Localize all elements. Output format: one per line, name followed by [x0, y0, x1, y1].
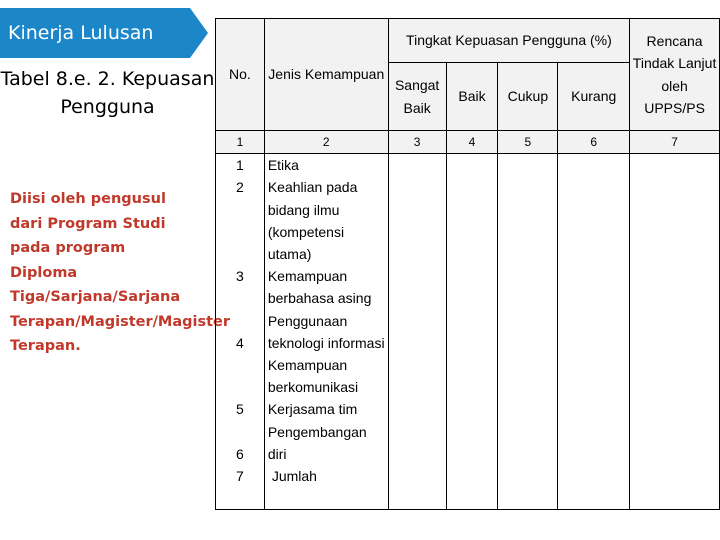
ability-item: Pengembangan diri	[267, 423, 367, 462]
row-number: 4	[236, 334, 244, 351]
slide-title: Tabel 8.e. 2. Kepuasan Pengguna	[0, 68, 215, 118]
header-rencana-tindak-lanjut: Rencana Tindak Lanjut oleh UPPS/PS	[630, 19, 720, 131]
column-index: 1	[216, 131, 265, 154]
row-number: 6	[236, 445, 244, 462]
ability-item: Kerjasama tim	[267, 401, 358, 418]
header-cukup: Cukup	[498, 63, 558, 131]
row-spacer	[216, 354, 264, 398]
ability-item: Etika	[267, 157, 299, 174]
ability-item: Kemampuan berbahasa asing	[267, 268, 372, 307]
ability-item: Kemampuan berkomunikasi	[267, 357, 359, 396]
total-label: Jumlah	[271, 468, 317, 485]
kurang-cell[interactable]	[558, 154, 630, 510]
baik-cell[interactable]	[446, 154, 498, 510]
abilities-cell	[264, 154, 388, 510]
row-spacer	[216, 287, 264, 331]
header-no: No.	[216, 19, 265, 131]
row-number: 2	[236, 179, 244, 196]
row-number: 3	[236, 268, 244, 285]
row-spacer	[216, 199, 264, 266]
header-jenis-kemampuan: Jenis Kemampuan	[264, 19, 388, 131]
header-kurang: Kurang	[558, 63, 630, 131]
column-index: 3	[388, 131, 446, 154]
satisfaction-table	[215, 18, 720, 510]
row-number: 7	[236, 467, 244, 484]
ability-item: Keahlian pada bidang ilmu (kompetensi utama)	[267, 179, 358, 263]
rencana-cell[interactable]	[630, 154, 720, 510]
column-index: 2	[264, 131, 388, 154]
slide-note: Diisi oleh pengusul dari Program Studi pada program Diploma Tiga/Sarjana/Sarjana Terapan/Magister/Magister Terapan.	[10, 191, 231, 354]
column-index: 5	[498, 131, 558, 154]
column-index: 6	[558, 131, 630, 154]
header-tingkat-kepuasan: Tingkat Kepuasan Pengguna (%)	[388, 19, 629, 63]
row-spacer	[216, 421, 264, 443]
section-banner	[0, 8, 190, 58]
header-sangat-baik: Sangat Baik	[388, 63, 446, 131]
row-numbers-cell	[216, 154, 265, 510]
header-baik: Baik	[446, 63, 498, 131]
ability-item: Penggunaan teknologi informasi	[267, 312, 385, 351]
column-index: 4	[446, 131, 498, 154]
banner-arrow	[190, 8, 208, 58]
row-number: 1	[236, 157, 244, 174]
section-title: Kinerja Lulusan	[8, 22, 154, 44]
column-index: 7	[630, 131, 720, 154]
sangat-baik-cell[interactable]	[388, 154, 446, 510]
row-number: 5	[236, 401, 244, 418]
cukup-cell[interactable]	[498, 154, 558, 510]
